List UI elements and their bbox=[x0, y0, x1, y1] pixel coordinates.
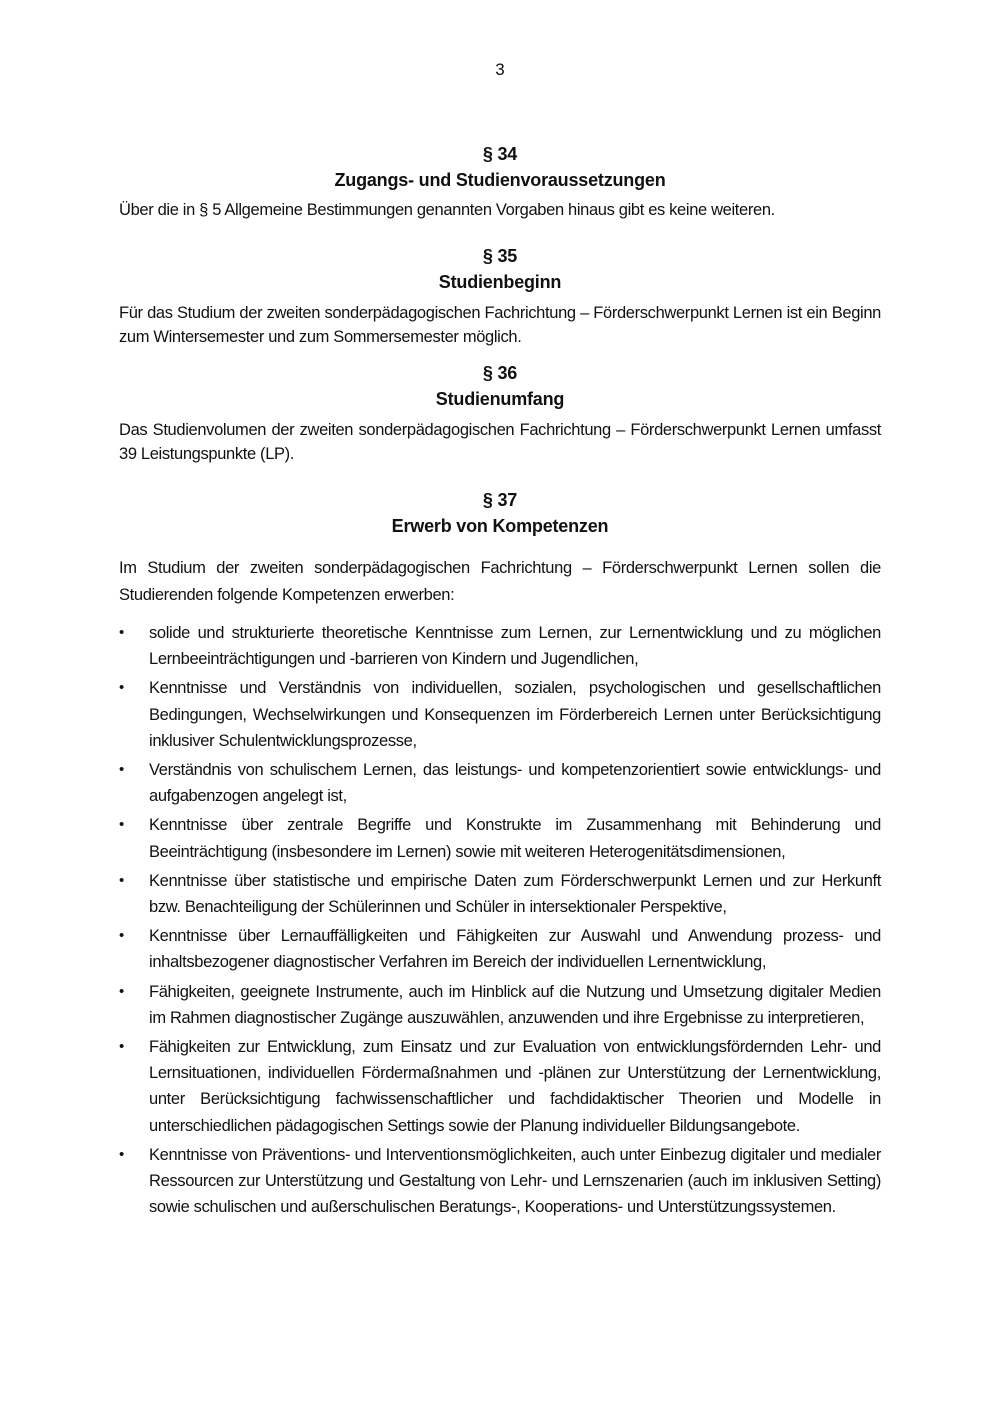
section-37 bbox=[119, 487, 881, 609]
bullet-icon: • bbox=[119, 927, 124, 945]
list-item bbox=[119, 812, 881, 864]
section-title: Zugangs- und Studienvoraussetzungen bbox=[334, 170, 666, 190]
list-item bbox=[119, 1142, 881, 1221]
list-item-text: Fähigkeiten zur Entwicklung, zum Einsatz und zur Evaluation von entwicklungsfördernden Lehr- und Lernsituationen, individuellen Fördermaßnahmen und -plänen zur Unterstützung der Lernentwicklung, unter Berücksichtigung fachwissenschaftlicher und fachdidaktischer Theorien und Modelle in unterschiedlichen pädagogischen Settings sowie der Planung individueller Bildungsangebote. bbox=[149, 1038, 881, 1135]
section-body: Für das Studium der zweiten sonderpädagogischen Fachrichtung – Förderschwerpunkt Lernen ist ein Beginn zum Wintersemester und zum Sommersemester möglich. bbox=[119, 304, 881, 346]
bullet-icon: • bbox=[119, 1145, 124, 1163]
bullet-icon: • bbox=[119, 1038, 124, 1056]
section-body: Über die in § 5 Allgemeine Bestimmungen genannten Vorgaben hinaus gibt es keine weiteren. bbox=[119, 201, 775, 219]
bullet-icon: • bbox=[119, 761, 124, 779]
bullet-icon: • bbox=[119, 982, 124, 1000]
bullet-icon: • bbox=[119, 871, 124, 889]
section-body: Im Studium der zweiten sonderpädagogischen Fachrichtung – Förderschwerpunkt Lernen sollen die Studierenden folgende Kompetenzen erwerben: bbox=[119, 559, 881, 604]
section-title: Studienbeginn bbox=[438, 272, 562, 292]
list-item bbox=[119, 1034, 881, 1139]
bullet-icon: • bbox=[119, 624, 124, 641]
list-item-text: solide und strukturierte theoretische Kenntnisse zum Lernen, zur Lernentwicklung und zu möglichen Lernbeeinträchtigungen und -barrieren von Kindern und Jugendlichen, bbox=[149, 624, 881, 669]
section-title: Studienumfang bbox=[435, 389, 565, 409]
section-number: § 37 bbox=[482, 490, 518, 510]
list-item-text: Kenntnisse über Lernauffälligkeiten und Fähigkeiten zur Auswahl und Anwendung prozess- und inhaltsbezogener diagnostischer Verfahren im Bereich der individuellen Lernentwicklung, bbox=[149, 927, 881, 972]
section-number: § 34 bbox=[482, 144, 518, 164]
list-item-text: Kenntnisse über zentrale Begriffe und Konstrukte im Zusammenhang mit Behinderung und Beeinträchtigung (insbesondere im Lernen) sowie mit weiteren Heterogenitätsdimensionen, bbox=[149, 816, 881, 861]
bullet-icon: • bbox=[119, 816, 124, 834]
section-body: Das Studienvolumen der zweiten sonderpädagogischen Fachrichtung – Förderschwerpunkt Lernen umfasst 39 Leistungspunkte (LP). bbox=[119, 421, 881, 463]
section-35 bbox=[119, 243, 881, 349]
list-item bbox=[119, 868, 881, 920]
list-item bbox=[119, 923, 881, 975]
section-36 bbox=[119, 360, 881, 466]
bullet-icon: • bbox=[119, 679, 124, 697]
list-item bbox=[119, 757, 881, 809]
list-item-text: Kenntnisse von Präventions- und Interventionsmöglichkeiten, auch unter Einbezug digitaler und medialer Ressourcen zur Unterstützung und Gestaltung von Lehr- und Lernszenarien (auch im inklusiven Setting) sowie schulischen und außerschulischen Beratungs-, Kooperations- und Unterstützungssystemen. bbox=[149, 1145, 881, 1217]
section-34 bbox=[119, 141, 881, 223]
section-number: § 35 bbox=[482, 246, 518, 266]
section-number: § 36 bbox=[482, 363, 518, 383]
list-item bbox=[119, 675, 881, 754]
list-item-text: Fähigkeiten, geeignete Instrumente, auch im Hinblick auf die Nutzung und Umsetzung digitaler Medien im Rahmen diagnostischer Zugänge auszuwählen, anzuwenden und ihre Ergebnisse zu interpretieren, bbox=[149, 982, 881, 1027]
page-number: 3 bbox=[495, 60, 505, 79]
list-item bbox=[119, 979, 881, 1031]
list-item-text: Kenntnisse über statistische und empirische Daten zum Förderschwerpunkt Lernen und zur Herkunft bzw. Benachteiligung der Schülerinnen und Schüler in intersektionaler Perspektive, bbox=[149, 871, 881, 917]
section-title: Erwerb von Kompetenzen bbox=[391, 516, 609, 536]
list-item-text: Verständnis von schulischem Lernen, das leistungs- und kompetenzorientiert sowie entwicklungs- und aufgabenzogen angelegt ist, bbox=[149, 761, 881, 806]
competency-list bbox=[119, 620, 881, 1223]
list-item bbox=[119, 620, 881, 672]
list-item-text: Kenntnisse und Verständnis von individuellen, sozialen, psychologischen und gesellschaftlichen Bedingungen, Wechselwirkungen und Konsequenzen im Förderbereich Lernen unter Berücksichtigung inklusiver Schulentwicklungsprozesse, bbox=[149, 679, 881, 750]
